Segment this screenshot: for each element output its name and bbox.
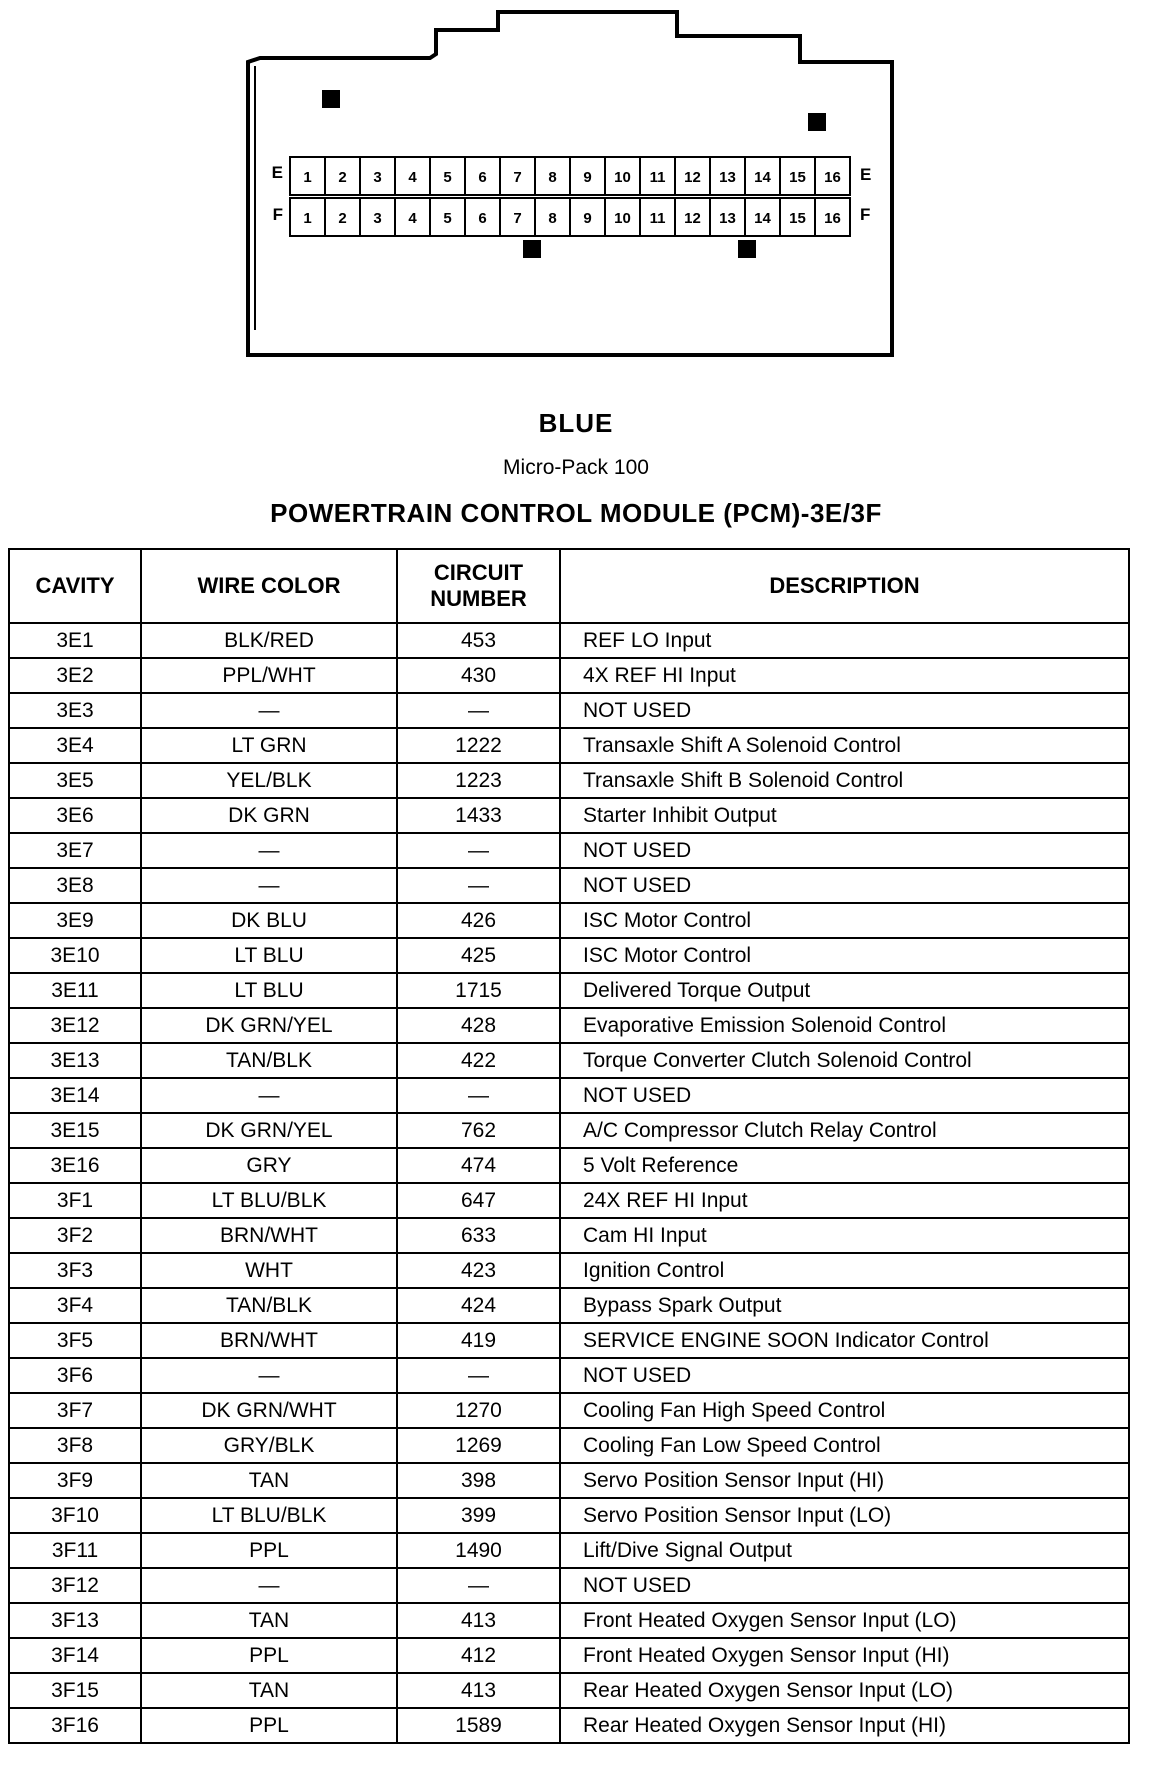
cell-description: Servo Position Sensor Input (LO) <box>560 1498 1129 1533</box>
cell-description: NOT USED <box>560 693 1129 728</box>
cell-circuit-number: 419 <box>397 1323 560 1358</box>
table-row <box>9 658 1129 693</box>
cell-circuit-number: 413 <box>397 1603 560 1638</box>
row-label-e-left: E <box>271 163 283 182</box>
cell-circuit-number: 1715 <box>397 973 560 1008</box>
cell-description: SERVICE ENGINE SOON Indicator Control <box>560 1323 1129 1358</box>
cell-circuit-number: 399 <box>397 1498 560 1533</box>
pin-number-f-4: 4 <box>408 210 417 227</box>
pinout-table-body <box>9 623 1129 1743</box>
pin-number-e-8: 8 <box>548 169 557 186</box>
table-row <box>9 798 1129 833</box>
cell-description: Delivered Torque Output <box>560 973 1129 1008</box>
table-row <box>9 1463 1129 1498</box>
row-label-f-left: F <box>272 205 283 224</box>
cell-wire-color: YEL/BLK <box>141 763 397 798</box>
cell-circuit-number: 647 <box>397 1183 560 1218</box>
cell-cavity: 3E7 <box>9 833 141 868</box>
cell-description: REF LO Input <box>560 623 1129 658</box>
cell-description: Front Heated Oxygen Sensor Input (HI) <box>560 1638 1129 1673</box>
pin-number-f-1: 1 <box>303 210 312 227</box>
table-row <box>9 1358 1129 1393</box>
cell-circuit-number: 1589 <box>397 1708 560 1743</box>
table-row <box>9 1323 1129 1358</box>
key-block-bottom-center <box>523 240 541 258</box>
table-header-row <box>9 549 1129 623</box>
cell-cavity: 3F9 <box>9 1463 141 1498</box>
cell-wire-color: — <box>141 1358 397 1393</box>
table-row <box>9 973 1129 1008</box>
cell-circuit-number: 413 <box>397 1673 560 1708</box>
cell-wire-color: LT BLU/BLK <box>141 1183 397 1218</box>
cell-wire-color: TAN <box>141 1673 397 1708</box>
pin-number-f-9: 9 <box>583 210 592 227</box>
pin-number-e-13: 13 <box>719 169 736 186</box>
pin-number-e-6: 6 <box>478 169 487 186</box>
cell-circuit-number: 1433 <box>397 798 560 833</box>
cell-description: Rear Heated Oxygen Sensor Input (HI) <box>560 1708 1129 1743</box>
cell-wire-color: PPL/WHT <box>141 658 397 693</box>
cell-cavity: 3F12 <box>9 1568 141 1603</box>
cell-description: Torque Converter Clutch Solenoid Control <box>560 1043 1129 1078</box>
cell-wire-color: GRY/BLK <box>141 1428 397 1463</box>
table-row <box>9 1498 1129 1533</box>
cell-description: Rear Heated Oxygen Sensor Input (LO) <box>560 1673 1129 1708</box>
table-row <box>9 1533 1129 1568</box>
cell-cavity: 3E10 <box>9 938 141 973</box>
cell-circuit-number: 762 <box>397 1113 560 1148</box>
header-circuit-number <box>397 549 560 623</box>
cell-wire-color: BRN/WHT <box>141 1323 397 1358</box>
table-row <box>9 868 1129 903</box>
cell-description: Transaxle Shift B Solenoid Control <box>560 763 1129 798</box>
cell-wire-color: BRN/WHT <box>141 1218 397 1253</box>
header-description: DESCRIPTION <box>560 549 1129 623</box>
cell-circuit-number: 412 <box>397 1638 560 1673</box>
cell-description: Cam HI Input <box>560 1218 1129 1253</box>
cell-cavity: 3F8 <box>9 1428 141 1463</box>
cell-circuit-number: — <box>397 868 560 903</box>
cell-description: NOT USED <box>560 868 1129 903</box>
cell-description: Bypass Spark Output <box>560 1288 1129 1323</box>
table-row <box>9 1113 1129 1148</box>
cell-description: 4X REF HI Input <box>560 658 1129 693</box>
cell-description: ISC Motor Control <box>560 903 1129 938</box>
cell-wire-color: GRY <box>141 1148 397 1183</box>
cell-circuit-number: 1269 <box>397 1428 560 1463</box>
pin-number-f-16: 16 <box>824 210 841 227</box>
cell-description: Cooling Fan Low Speed Control <box>560 1428 1129 1463</box>
table-row <box>9 1428 1129 1463</box>
cell-description: NOT USED <box>560 833 1129 868</box>
cell-cavity: 3F10 <box>9 1498 141 1533</box>
cell-wire-color: — <box>141 1078 397 1113</box>
cell-cavity: 3F3 <box>9 1253 141 1288</box>
pin-number-f-8: 8 <box>548 210 557 227</box>
pin-grid <box>290 157 850 236</box>
pin-number-f-5: 5 <box>443 210 452 227</box>
pin-number-f-2: 2 <box>338 210 347 227</box>
pin-number-e-4: 4 <box>408 169 417 186</box>
cell-wire-color: TAN/BLK <box>141 1288 397 1323</box>
cell-description: Servo Position Sensor Input (HI) <box>560 1463 1129 1498</box>
cell-cavity: 3E16 <box>9 1148 141 1183</box>
cell-wire-color: PPL <box>141 1533 397 1568</box>
cell-description: Starter Inhibit Output <box>560 798 1129 833</box>
cell-cavity: 3F6 <box>9 1358 141 1393</box>
cell-wire-color: LT BLU <box>141 973 397 1008</box>
table-row <box>9 1008 1129 1043</box>
cell-wire-color: TAN/BLK <box>141 1043 397 1078</box>
pin-number-f-11: 11 <box>649 210 666 227</box>
table-row <box>9 1673 1129 1708</box>
pin-number-e-10: 10 <box>614 169 631 186</box>
cell-description: NOT USED <box>560 1078 1129 1113</box>
pin-number-e-5: 5 <box>443 169 452 186</box>
cell-wire-color: LT BLU/BLK <box>141 1498 397 1533</box>
pin-number-f-12: 12 <box>684 210 701 227</box>
cell-circuit-number: — <box>397 833 560 868</box>
cell-circuit-number: 430 <box>397 658 560 693</box>
cell-cavity: 3E5 <box>9 763 141 798</box>
cell-circuit-number: 453 <box>397 623 560 658</box>
cell-description: Transaxle Shift A Solenoid Control <box>560 728 1129 763</box>
cell-circuit-number: 426 <box>397 903 560 938</box>
pinout-table <box>8 548 1130 1744</box>
cell-circuit-number: — <box>397 1358 560 1393</box>
pin-number-e-15: 15 <box>789 169 806 186</box>
cell-cavity: 3E1 <box>9 623 141 658</box>
table-row <box>9 1078 1129 1113</box>
cell-cavity: 3F5 <box>9 1323 141 1358</box>
pin-number-e-11: 11 <box>649 169 666 186</box>
pin-number-e-7: 7 <box>513 169 522 186</box>
key-block-top-right <box>808 113 826 131</box>
row-label-f-right: F <box>860 205 871 224</box>
pin-number-f-6: 6 <box>478 210 487 227</box>
pin-number-f-15: 15 <box>789 210 806 227</box>
pin-number-f-13: 13 <box>719 210 736 227</box>
cell-description: 24X REF HI Input <box>560 1183 1129 1218</box>
cell-description: ISC Motor Control <box>560 938 1129 973</box>
header-wire-color: WIRE COLOR <box>141 549 397 623</box>
cell-cavity: 3F15 <box>9 1673 141 1708</box>
connector-package-title: Micro-Pack 100 <box>503 456 649 479</box>
cell-wire-color: DK BLU <box>141 903 397 938</box>
cell-wire-color: PPL <box>141 1708 397 1743</box>
cell-wire-color: WHT <box>141 1253 397 1288</box>
pin-number-e-3: 3 <box>373 169 382 186</box>
cell-wire-color: PPL <box>141 1638 397 1673</box>
cell-description: NOT USED <box>560 1568 1129 1603</box>
cell-circuit-number: 1222 <box>397 728 560 763</box>
table-row <box>9 1253 1129 1288</box>
pin-number-e-1: 1 <box>303 169 312 186</box>
cell-circuit-number: 1490 <box>397 1533 560 1568</box>
table-row <box>9 763 1129 798</box>
pin-number-e-9: 9 <box>583 169 592 186</box>
cell-circuit-number: — <box>397 693 560 728</box>
key-block-top-left <box>322 90 340 108</box>
cell-wire-color: DK GRN/YEL <box>141 1008 397 1043</box>
cell-wire-color: TAN <box>141 1463 397 1498</box>
pin-number-f-14: 14 <box>754 210 771 227</box>
cell-wire-color: DK GRN <box>141 798 397 833</box>
cell-cavity: 3F2 <box>9 1218 141 1253</box>
cell-description: Front Heated Oxygen Sensor Input (LO) <box>560 1603 1129 1638</box>
table-row <box>9 1288 1129 1323</box>
header-circuit-line1: CIRCUIT <box>433 559 524 585</box>
cell-cavity: 3E13 <box>9 1043 141 1078</box>
table-row <box>9 1603 1129 1638</box>
cell-description: Evaporative Emission Solenoid Control <box>560 1008 1129 1043</box>
cell-wire-color: — <box>141 1568 397 1603</box>
cell-description: Cooling Fan High Speed Control <box>560 1393 1129 1428</box>
row-label-e-right: E <box>860 165 872 184</box>
cell-circuit-number: 424 <box>397 1288 560 1323</box>
table-row <box>9 1218 1129 1253</box>
cell-cavity: 3E2 <box>9 658 141 693</box>
cell-description: Ignition Control <box>560 1253 1129 1288</box>
cell-cavity: 3F4 <box>9 1288 141 1323</box>
cell-description: A/C Compressor Clutch Relay Control <box>560 1113 1129 1148</box>
header-cavity: CAVITY <box>9 549 141 623</box>
cell-circuit-number: 1270 <box>397 1393 560 1428</box>
cell-wire-color: TAN <box>141 1603 397 1638</box>
pin-number-e-12: 12 <box>684 169 701 186</box>
pin-number-f-10: 10 <box>614 210 631 227</box>
cell-cavity: 3F13 <box>9 1603 141 1638</box>
table-row <box>9 1708 1129 1743</box>
connector-color-title: BLUE <box>538 408 614 438</box>
cell-circuit-number: — <box>397 1568 560 1603</box>
cell-cavity: 3F7 <box>9 1393 141 1428</box>
cell-cavity: 3F16 <box>9 1708 141 1743</box>
cell-circuit-number: 633 <box>397 1218 560 1253</box>
cell-wire-color: DK GRN/YEL <box>141 1113 397 1148</box>
module-title: POWERTRAIN CONTROL MODULE (PCM)-3E/3F <box>270 498 882 528</box>
pin-number-e-14: 14 <box>754 169 771 186</box>
cell-wire-color: DK GRN/WHT <box>141 1393 397 1428</box>
table-row <box>9 1568 1129 1603</box>
table-row <box>9 1638 1129 1673</box>
cell-circuit-number: 423 <box>397 1253 560 1288</box>
cell-circuit-number: 422 <box>397 1043 560 1078</box>
table-row <box>9 833 1129 868</box>
table-row <box>9 903 1129 938</box>
table-row <box>9 1043 1129 1078</box>
table-row <box>9 1148 1129 1183</box>
cell-cavity: 3E6 <box>9 798 141 833</box>
cell-wire-color: BLK/RED <box>141 623 397 658</box>
pin-number-e-2: 2 <box>338 169 347 186</box>
cell-circuit-number: — <box>397 1078 560 1113</box>
cell-wire-color: — <box>141 868 397 903</box>
connector-diagram <box>0 0 1152 360</box>
cell-wire-color: LT BLU <box>141 938 397 973</box>
cell-wire-color: LT GRN <box>141 728 397 763</box>
cell-description: NOT USED <box>560 1358 1129 1393</box>
cell-cavity: 3E4 <box>9 728 141 763</box>
cell-circuit-number: 425 <box>397 938 560 973</box>
cell-circuit-number: 1223 <box>397 763 560 798</box>
cell-circuit-number: 474 <box>397 1148 560 1183</box>
cell-cavity: 3E15 <box>9 1113 141 1148</box>
pin-number-f-3: 3 <box>373 210 382 227</box>
header-circuit-line2: NUMBER <box>430 586 527 611</box>
cell-cavity: 3E3 <box>9 693 141 728</box>
cell-cavity: 3E11 <box>9 973 141 1008</box>
pin-number-e-16: 16 <box>824 169 841 186</box>
cell-description: 5 Volt Reference <box>560 1148 1129 1183</box>
table-row <box>9 1393 1129 1428</box>
cell-wire-color: — <box>141 693 397 728</box>
cell-cavity: 3E12 <box>9 1008 141 1043</box>
table-row <box>9 938 1129 973</box>
cell-cavity: 3F1 <box>9 1183 141 1218</box>
cell-circuit-number: 428 <box>397 1008 560 1043</box>
cell-cavity: 3E14 <box>9 1078 141 1113</box>
cell-wire-color: — <box>141 833 397 868</box>
cell-cavity: 3E9 <box>9 903 141 938</box>
table-row <box>9 693 1129 728</box>
cell-cavity: 3F14 <box>9 1638 141 1673</box>
table-row <box>9 1183 1129 1218</box>
cell-cavity: 3F11 <box>9 1533 141 1568</box>
cell-circuit-number: 398 <box>397 1463 560 1498</box>
cell-description: Lift/Dive Signal Output <box>560 1533 1129 1568</box>
key-block-bottom-right <box>738 240 756 258</box>
cell-cavity: 3E8 <box>9 868 141 903</box>
table-row <box>9 623 1129 658</box>
table-row <box>9 728 1129 763</box>
pin-number-f-7: 7 <box>513 210 522 227</box>
